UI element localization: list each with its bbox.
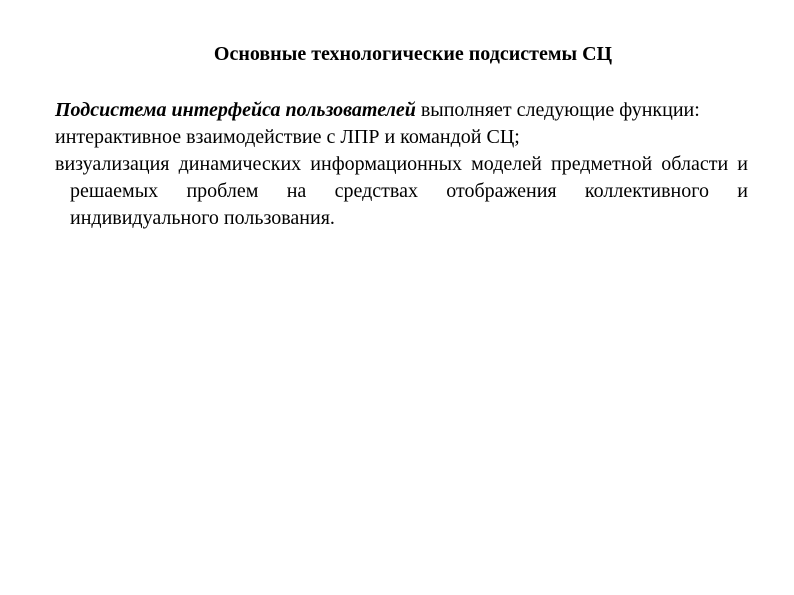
intro-rest: выполняет следующие функции: <box>415 99 700 121</box>
slide-title: Основные технологические подсистемы СЦ <box>213 43 613 65</box>
slide-body <box>55 97 748 232</box>
function-item-2: визуализация динамических информационных моделей предметной области и решаемых проблем на средствах отображения коллективного и индивидуального пользования. <box>55 153 748 229</box>
intro-paragraph <box>55 97 748 124</box>
subsystem-term: Подсистема интерфейса пользователей <box>55 99 416 121</box>
function-item-1: интерактивное взаимодействие с ЛПР и командой СЦ; <box>55 126 520 148</box>
